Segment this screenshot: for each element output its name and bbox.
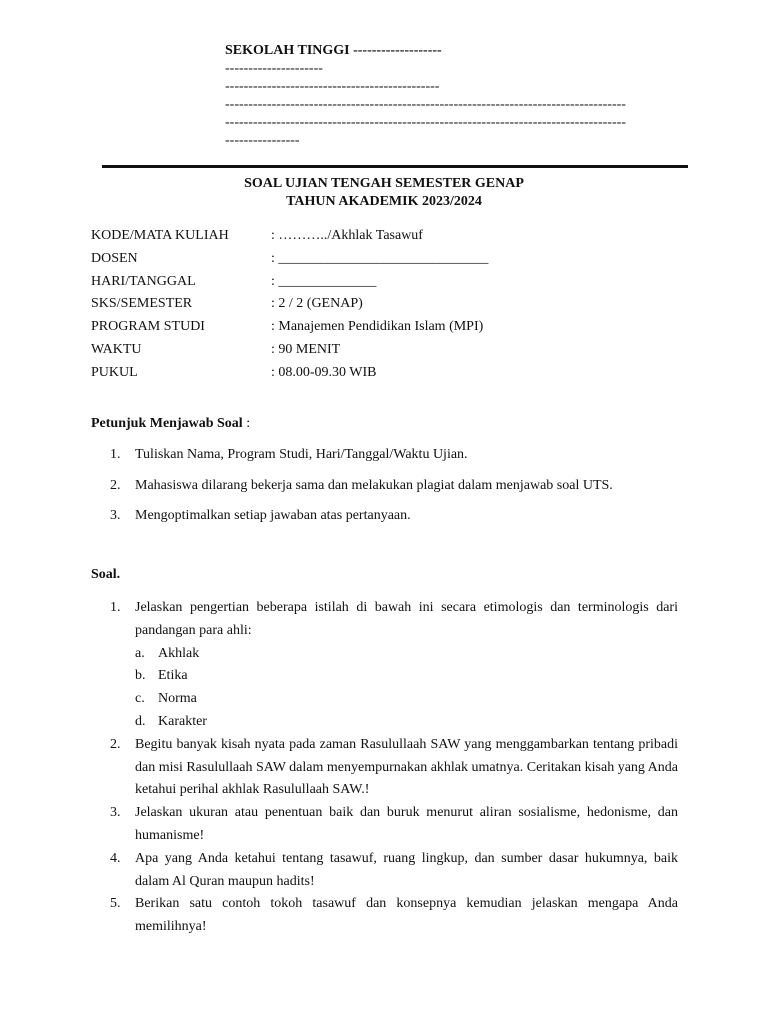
question-text: Begitu banyak kisah nyata pada zaman Rasulullaah SAW yang menggambarkan tentang pribadi dan misi Rasulullaah SAW dalam menyempurnakan akhlak umatnya. Ceritakan kisah yang Anda ketahui perihal akhlak Rasulullaah SAW.! xyxy=(135,736,678,798)
question-number: 3. xyxy=(110,805,121,821)
item-text: Mengoptimalkan setiap jawaban atas pertanyaan. xyxy=(135,508,411,523)
question-item xyxy=(110,802,678,848)
info-row-duration xyxy=(91,340,488,363)
sub-item-letter: c. xyxy=(135,691,145,707)
info-row-lecturer xyxy=(91,249,488,272)
institution-header xyxy=(225,42,670,150)
info-label: PROGRAM STUDI xyxy=(91,319,205,335)
question-number: 4. xyxy=(110,850,121,866)
info-label: DOSEN xyxy=(91,250,138,266)
info-row-program xyxy=(91,317,488,340)
instructions-heading xyxy=(91,416,250,432)
questions-heading: Soal. xyxy=(91,567,121,582)
info-row-time xyxy=(91,363,488,386)
question-number: 2. xyxy=(110,736,121,752)
sub-item-text: Karakter xyxy=(158,713,207,729)
question-number: 5. xyxy=(110,896,121,912)
info-row-credits xyxy=(91,294,488,317)
instructions-heading-text: Petunjuk Menjawab Soal xyxy=(91,416,243,431)
info-value: : 2 / 2 (GENAP) xyxy=(271,296,363,312)
info-value: : ………../Akhlak Tasawuf xyxy=(271,228,423,243)
institution-name: SEKOLAH TINGGI ------------------- xyxy=(225,43,442,58)
sub-item-text: Etika xyxy=(158,668,188,684)
course-info-table xyxy=(91,226,488,386)
question-item xyxy=(110,893,678,939)
info-label: HARI/TANGGAL xyxy=(91,273,196,289)
info-value: : ______________ xyxy=(271,273,377,289)
header-dash-line: -------------------------------------------------------------------------------------- xyxy=(225,97,626,112)
question-text: Jelaskan ukuran atau penentuan baik dan buruk menurut aliran sosialisme, hedonisme, dan humanisme! xyxy=(135,805,678,843)
header-dash-line: ---------------------------------------------- xyxy=(225,79,440,94)
header-divider xyxy=(102,165,688,168)
info-row-course xyxy=(91,226,488,249)
info-label: PUKUL xyxy=(91,364,138,380)
item-text: Tuliskan Nama, Program Studi, Hari/Tanggal/Waktu Ujian. xyxy=(135,447,468,462)
info-label: KODE/MATA KULIAH xyxy=(91,228,229,243)
question-text: Berikan satu contoh tokoh tasawuf dan konsepnya kemudian jelaskan mengapa Anda memilihnya! xyxy=(135,896,678,935)
info-row-date xyxy=(91,272,488,295)
header-dash-line: ---------------- xyxy=(225,133,300,148)
question-item xyxy=(110,734,678,802)
question-sub-item xyxy=(110,643,678,666)
question-text: Jelaskan pengertian beberapa istilah di bawah ini secara etimologis dan terminologis dari pandangan para ahli: xyxy=(135,600,678,638)
question-number: 1. xyxy=(110,600,121,615)
item-number: 1. xyxy=(110,447,121,462)
instruction-item xyxy=(110,507,680,538)
info-label: SKS/SEMESTER xyxy=(91,296,193,312)
item-number: 3. xyxy=(110,508,121,523)
sub-item-text: Norma xyxy=(158,691,197,707)
sub-item-text: Akhlak xyxy=(158,645,200,661)
info-value: : 90 MENIT xyxy=(271,341,341,357)
instruction-item xyxy=(110,446,680,477)
question-item xyxy=(110,848,678,894)
header-dash-line: --------------------- xyxy=(225,61,323,76)
question-text: Apa yang Anda ketahui tentang tasawuf, ruang lingkup, dan sumber dasar hukumnya, baik dalam Al Quran maupun hadits! xyxy=(135,850,678,889)
item-text: Mahasiswa dilarang bekerja sama dan melakukan plagiat dalam menjawab soal UTS. xyxy=(135,477,613,493)
question-sub-item xyxy=(110,688,678,711)
info-value: : ______________________________ xyxy=(271,250,489,266)
instruction-item xyxy=(110,477,680,508)
item-number: 2. xyxy=(110,477,121,493)
question-sub-item xyxy=(110,711,678,734)
sub-item-letter: b. xyxy=(135,668,146,684)
info-label: WAKTU xyxy=(91,341,142,357)
info-value: : Manajemen Pendidikan Islam (MPI) xyxy=(271,319,484,335)
instructions-heading-colon: : xyxy=(242,416,251,431)
exam-title: SOAL UJIAN TENGAH SEMESTER GENAP xyxy=(244,176,524,191)
instructions-list xyxy=(110,446,680,538)
header-dash-line: -------------------------------------------------------------------------------------- xyxy=(225,115,626,130)
sub-item-letter: d. xyxy=(135,713,146,729)
question-item xyxy=(110,597,678,643)
sub-item-letter: a. xyxy=(135,645,145,661)
info-value: : 08.00-09.30 WIB xyxy=(271,364,377,380)
question-sub-item xyxy=(110,665,678,688)
questions-list xyxy=(110,597,678,939)
academic-year: TAHUN AKADEMIK 2023/2024 xyxy=(286,194,482,209)
